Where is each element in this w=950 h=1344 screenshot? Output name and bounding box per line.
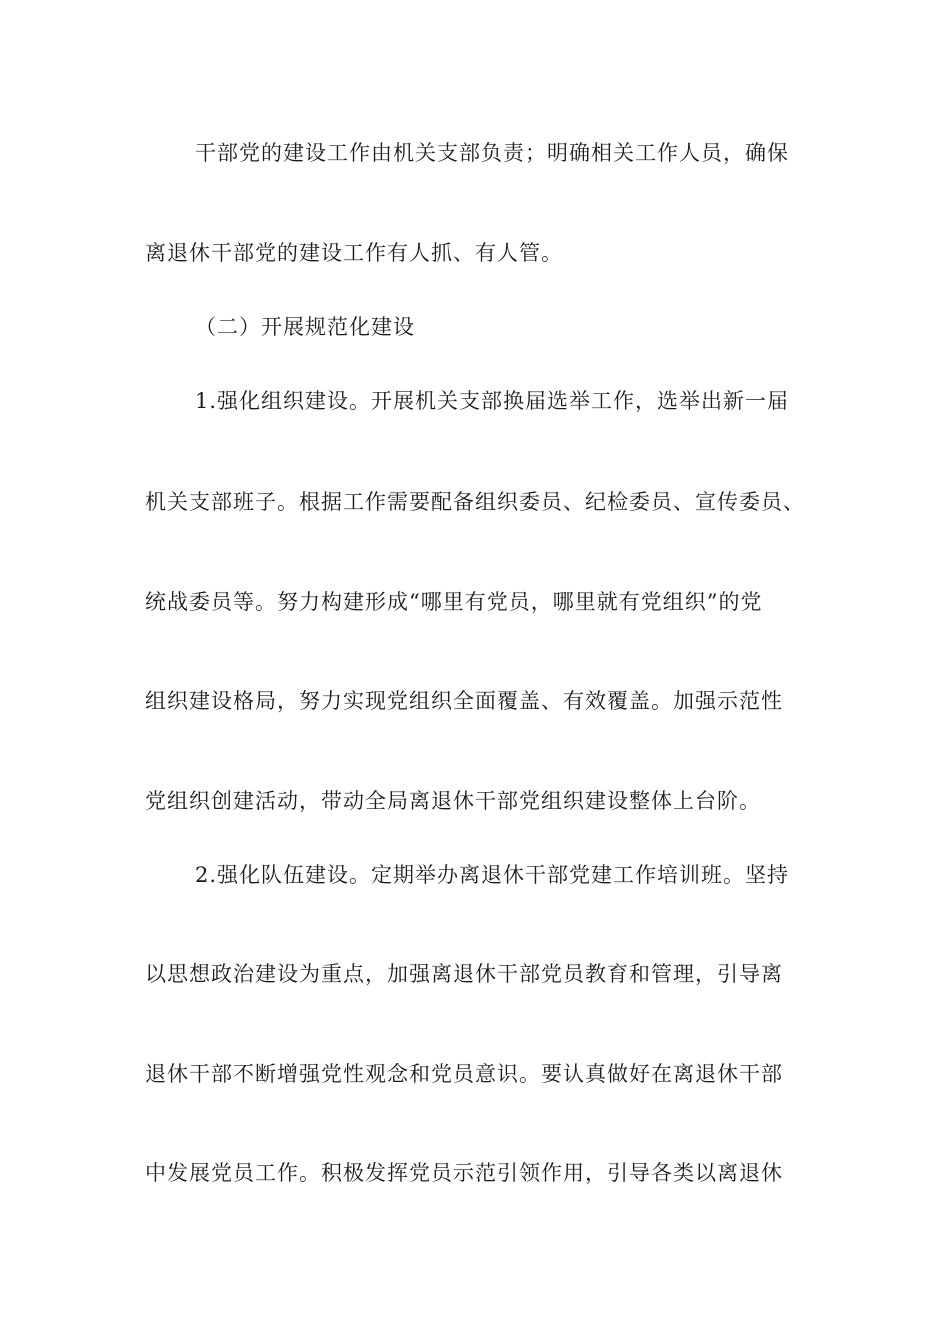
paragraph-line: 组织建设格局，努力实现党组织全面覆盖、有效覆盖。加强示范性 xyxy=(145,689,783,713)
paragraph-line: 1.强化组织建设。开展机关支部换届选举工作，选举出新一届 xyxy=(195,389,790,413)
paragraph-line: 机关支部班子。根据工作需要配备组织委员、纪检委员、宣传委员、 xyxy=(145,490,805,514)
paragraph-line: 2.强化队伍建设。定期举办离退休干部党建工作培训班。坚持 xyxy=(195,863,790,887)
paragraph-line: 党组织创建活动，带动全局离退休干部党组织建设整体上台阶。 xyxy=(145,789,761,813)
paragraph-line: 退休干部不断增强党性观念和党员意识。要认真做好在离退休干部 xyxy=(145,1062,783,1086)
paragraph-line: 以思想政治建设为重点，加强离退休干部党员教育和管理，引导离 xyxy=(145,962,783,986)
section-heading: （二）开展规范化建设 xyxy=(195,315,415,339)
paragraph-line: 中发展党员工作。积极发挥党员示范引领作用，引导各类以离退休 xyxy=(145,1161,783,1185)
paragraph-line: 统战委员等。努力构建形成“哪里有党员，哪里就有党组织”的党 xyxy=(145,590,763,614)
paragraph-line: 干部党的建设工作由机关支部负责；明确相关工作人员，确保 xyxy=(195,141,789,165)
paragraph-line: 离退休干部党的建设工作有人抓、有人管。 xyxy=(145,241,563,265)
